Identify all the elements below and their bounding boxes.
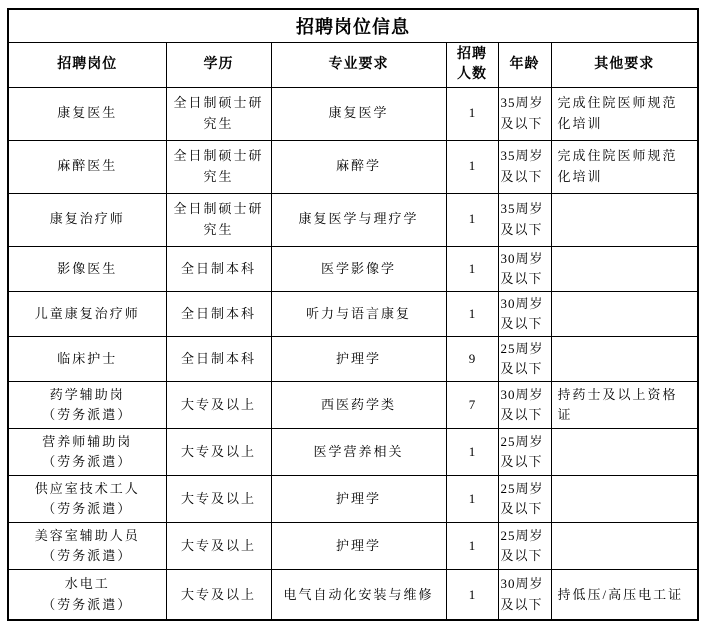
table-title-row <box>8 9 698 42</box>
cell-count: 1 <box>446 291 498 336</box>
table-row <box>8 429 698 476</box>
cell-count: 7 <box>446 382 498 429</box>
col-header-position: 招聘岗位 <box>8 42 166 87</box>
table-row <box>8 193 698 246</box>
cell-other <box>551 523 698 570</box>
recruitment-table <box>7 8 699 621</box>
cell-position <box>8 429 166 476</box>
cell-other: 持低压/高压电工证 <box>551 570 698 620</box>
cell-education: 全日制本科 <box>166 246 271 291</box>
position-note: （劳务派遣） <box>42 548 133 564</box>
position-name: 营养师辅助岗 <box>42 434 133 450</box>
cell-position <box>8 570 166 620</box>
cell-position <box>8 87 166 140</box>
cell-major: 护理学 <box>271 523 446 570</box>
position-name: 儿童康复治疗师 <box>34 305 140 321</box>
cell-major: 医学影像学 <box>271 246 446 291</box>
cell-age: 30周岁及以下 <box>498 382 551 429</box>
position-name: 影像医生 <box>57 260 118 276</box>
cell-major: 医学营养相关 <box>271 429 446 476</box>
cell-age: 30周岁及以下 <box>498 291 551 336</box>
cell-education: 大专及以上 <box>166 523 271 570</box>
cell-age: 35周岁及以下 <box>498 193 551 246</box>
col-header-major: 专业要求 <box>271 42 446 87</box>
cell-count: 1 <box>446 193 498 246</box>
cell-other: 完成住院医师规范化培训 <box>551 87 698 140</box>
table-row <box>8 570 698 620</box>
cell-other <box>551 193 698 246</box>
table-row <box>8 246 698 291</box>
cell-major: 康复医学与理疗学 <box>271 193 446 246</box>
cell-education: 全日制本科 <box>166 337 271 382</box>
cell-education: 全日制本科 <box>166 291 271 336</box>
cell-age: 25周岁及以下 <box>498 429 551 476</box>
cell-major: 电气自动化安装与维修 <box>271 570 446 620</box>
cell-age: 35周岁及以下 <box>498 87 551 140</box>
cell-other <box>551 337 698 382</box>
cell-other <box>551 476 698 523</box>
cell-age: 25周岁及以下 <box>498 476 551 523</box>
cell-education: 大专及以上 <box>166 429 271 476</box>
position-note: （劳务派遣） <box>42 596 133 612</box>
col-header-other: 其他要求 <box>551 42 698 87</box>
position-name: 麻醉医生 <box>57 158 118 174</box>
cell-age: 35周岁及以下 <box>498 140 551 193</box>
cell-other <box>551 291 698 336</box>
cell-count: 1 <box>446 523 498 570</box>
position-name: 水电工 <box>64 576 110 592</box>
cell-other: 持药士及以上资格证 <box>551 382 698 429</box>
position-name: 康复医生 <box>57 105 118 121</box>
cell-other: 完成住院医师规范化培训 <box>551 140 698 193</box>
cell-major: 护理学 <box>271 337 446 382</box>
cell-education: 大专及以上 <box>166 570 271 620</box>
cell-major: 康复医学 <box>271 87 446 140</box>
table-header-row <box>8 42 698 87</box>
cell-major: 听力与语言康复 <box>271 291 446 336</box>
cell-count: 1 <box>446 429 498 476</box>
position-name: 临床护士 <box>57 351 118 367</box>
table-row <box>8 523 698 570</box>
col-header-education: 学历 <box>166 42 271 87</box>
cell-other <box>551 246 698 291</box>
col-header-count: 招聘人数 <box>446 42 498 87</box>
position-name: 美容室辅助人员 <box>34 528 140 544</box>
cell-education: 全日制硕士研究生 <box>166 87 271 140</box>
cell-position <box>8 476 166 523</box>
cell-education: 全日制硕士研究生 <box>166 140 271 193</box>
cell-count: 1 <box>446 570 498 620</box>
position-name: 供应室技术工人 <box>34 481 140 497</box>
cell-age: 25周岁及以下 <box>498 523 551 570</box>
position-note: （劳务派遣） <box>42 407 133 423</box>
cell-count: 1 <box>446 246 498 291</box>
cell-position <box>8 193 166 246</box>
cell-count: 1 <box>446 140 498 193</box>
cell-position <box>8 246 166 291</box>
cell-age: 30周岁及以下 <box>498 246 551 291</box>
table-row <box>8 476 698 523</box>
table-row <box>8 337 698 382</box>
cell-major: 护理学 <box>271 476 446 523</box>
position-note: （劳务派遣） <box>42 501 133 517</box>
cell-count: 1 <box>446 87 498 140</box>
cell-position <box>8 140 166 193</box>
col-header-age: 年龄 <box>498 42 551 87</box>
position-name: 康复治疗师 <box>49 211 125 227</box>
cell-education: 大专及以上 <box>166 476 271 523</box>
cell-count: 9 <box>446 337 498 382</box>
cell-count: 1 <box>446 476 498 523</box>
position-name: 药学辅助岗 <box>49 387 125 403</box>
cell-education: 大专及以上 <box>166 382 271 429</box>
table-row <box>8 291 698 336</box>
cell-age: 25周岁及以下 <box>498 337 551 382</box>
table-row <box>8 87 698 140</box>
cell-other <box>551 429 698 476</box>
table-row <box>8 382 698 429</box>
cell-education: 全日制硕士研究生 <box>166 193 271 246</box>
table-row <box>8 140 698 193</box>
cell-position <box>8 291 166 336</box>
cell-major: 西医药学类 <box>271 382 446 429</box>
cell-age: 30周岁及以下 <box>498 570 551 620</box>
position-note: （劳务派遣） <box>42 454 133 470</box>
cell-position <box>8 523 166 570</box>
cell-position <box>8 337 166 382</box>
table-title: 招聘岗位信息 <box>8 9 698 42</box>
cell-position <box>8 382 166 429</box>
cell-major: 麻醉学 <box>271 140 446 193</box>
